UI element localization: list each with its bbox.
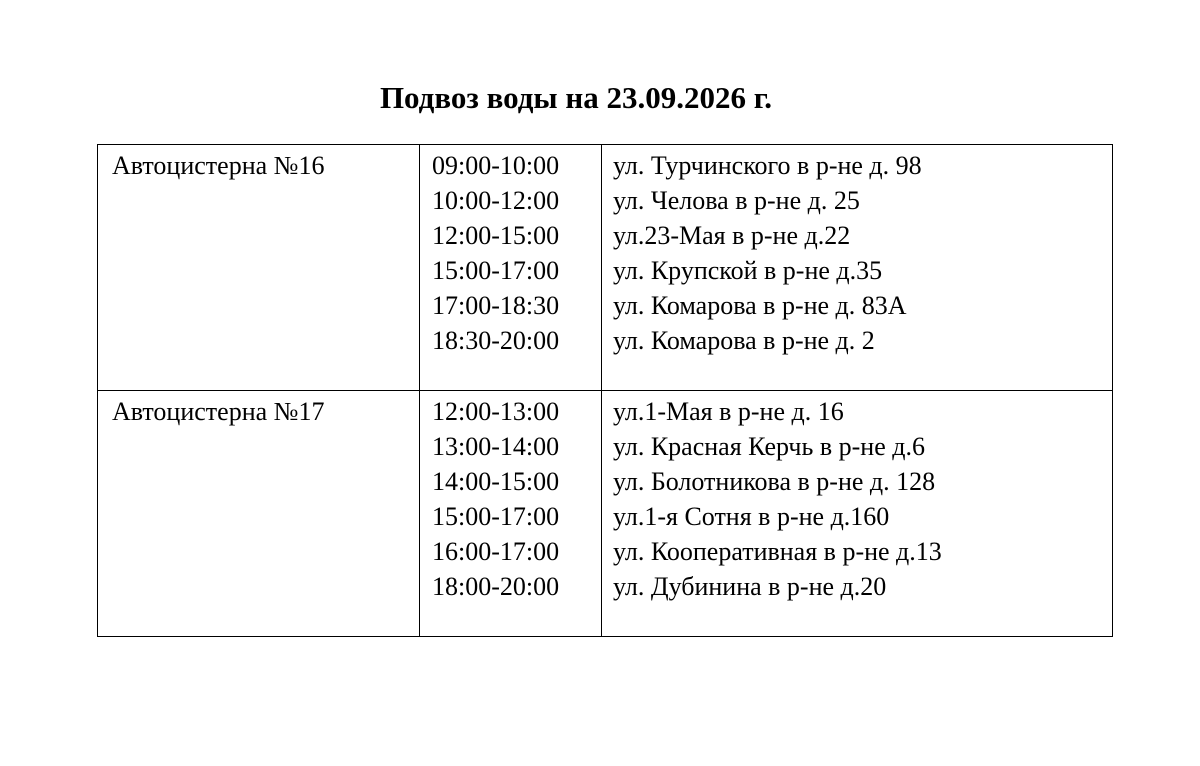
time-list: [420, 145, 601, 358]
time-cell: [420, 145, 602, 391]
truck-row-17: [98, 391, 1113, 637]
time-slot: 14:00-15:00: [432, 467, 560, 496]
document-title: Подвоз воды на 23.09.2026 г.: [379, 80, 773, 115]
address-cell: [602, 391, 1113, 637]
address: ул. Кооперативная в р-не д.13: [613, 537, 942, 566]
time-cell: [420, 391, 602, 637]
address: ул. Болотникова в р-не д. 128: [613, 467, 936, 496]
time-slot: 12:00-15:00: [432, 221, 560, 250]
address-cell: [602, 145, 1113, 391]
address-list: [602, 145, 1112, 358]
truck-cell: [98, 391, 420, 637]
time-slot: 18:00-20:00: [432, 572, 560, 601]
address: ул.1-Мая в р-не д. 16: [613, 397, 844, 426]
truck-name: Автоцистерна №17: [112, 397, 325, 426]
time-slot: 18:30-20:00: [432, 326, 560, 355]
time-slot: 13:00-14:00: [432, 432, 560, 461]
address: ул.1-я Сотня в р-не д.160: [613, 502, 890, 531]
address: ул. Турчинского в р-не д. 98: [613, 151, 922, 180]
address: ул. Дубинина в р-не д.20: [613, 572, 887, 601]
time-slot: 15:00-17:00: [432, 502, 560, 531]
water-delivery-table: [97, 144, 1113, 637]
truck-name: Автоцистерна №16: [112, 151, 325, 180]
address: ул. Комарова в р-не д. 83А: [613, 291, 907, 320]
address: ул. Крупской в р-не д.35: [613, 256, 883, 285]
address: ул. Челова в р-не д. 25: [613, 186, 860, 215]
time-slot: 15:00-17:00: [432, 256, 560, 285]
time-slot: 09:00-10:00: [432, 151, 560, 180]
address: ул.23-Мая в р-не д.22: [613, 221, 851, 250]
address: ул. Красная Керчь в р-не д.6: [613, 432, 925, 461]
time-slot: 16:00-17:00: [432, 537, 560, 566]
time-list: [420, 391, 601, 604]
time-slot: 12:00-13:00: [432, 397, 560, 426]
address: ул. Комарова в р-не д. 2: [613, 326, 875, 355]
address-list: [602, 391, 1112, 604]
truck-cell: [98, 145, 420, 391]
time-slot: 17:00-18:30: [432, 291, 560, 320]
truck-row-16: [98, 145, 1113, 391]
time-slot: 10:00-12:00: [432, 186, 560, 215]
